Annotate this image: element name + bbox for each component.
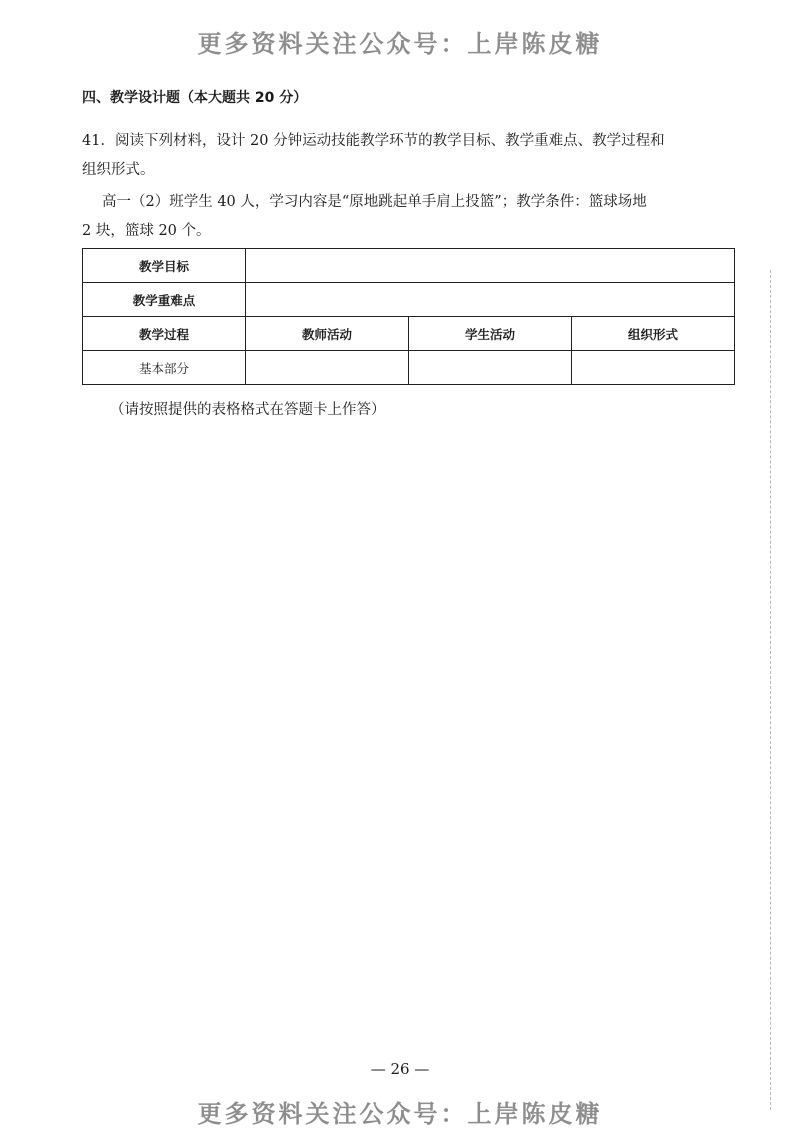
table-header-organization-form: 组织形式 <box>572 317 735 351</box>
page-number: — 26 — <box>370 1060 430 1078</box>
table-header-teacher-activity: 教师活动 <box>246 317 409 351</box>
question-text-line-1: 41．阅读下列材料，设计 20 分钟运动技能教学环节的教学目标、教学重难点、教学过程和 <box>82 133 665 149</box>
table-cell-organization-answer <box>572 351 735 385</box>
material-text-line-2: 2 块，篮球 20 个。 <box>82 223 211 239</box>
table-cell-objectives-answer <box>246 249 735 283</box>
teaching-design-table <box>82 248 735 385</box>
table-cell-basic-part-label: 基本部分 <box>83 351 246 385</box>
table-row <box>83 249 735 283</box>
material-text-line-1: 高一（2）班学生 40 人，学习内容是“原地跳起单手肩上投篮”；教学条件：篮球场地 <box>102 194 647 210</box>
watermark-bottom: 更多资料关注公众号：上岸陈皮糖 <box>197 1100 603 1128</box>
table-cell-key-points-label: 教学重难点 <box>83 283 246 317</box>
watermark-top: 更多资料关注公众号：上岸陈皮糖 <box>197 30 603 58</box>
table-row <box>83 351 735 385</box>
table-row <box>83 317 735 351</box>
table-header-student-activity: 学生活动 <box>409 317 572 351</box>
table-row <box>83 283 735 317</box>
scan-edge-line <box>770 270 771 1110</box>
question-text-line-2: 组织形式。 <box>82 162 155 178</box>
table-cell-teacher-answer <box>246 351 409 385</box>
table-cell-process-label: 教学过程 <box>83 317 246 351</box>
section-title: 四、教学设计题（本大题共 20 分） <box>82 90 308 106</box>
table-cell-key-points-answer <box>246 283 735 317</box>
table-cell-objectives-label: 教学目标 <box>83 249 246 283</box>
answer-instruction-note: （请按照提供的表格格式在答题卡上作答） <box>110 402 386 418</box>
table-cell-student-answer <box>409 351 572 385</box>
